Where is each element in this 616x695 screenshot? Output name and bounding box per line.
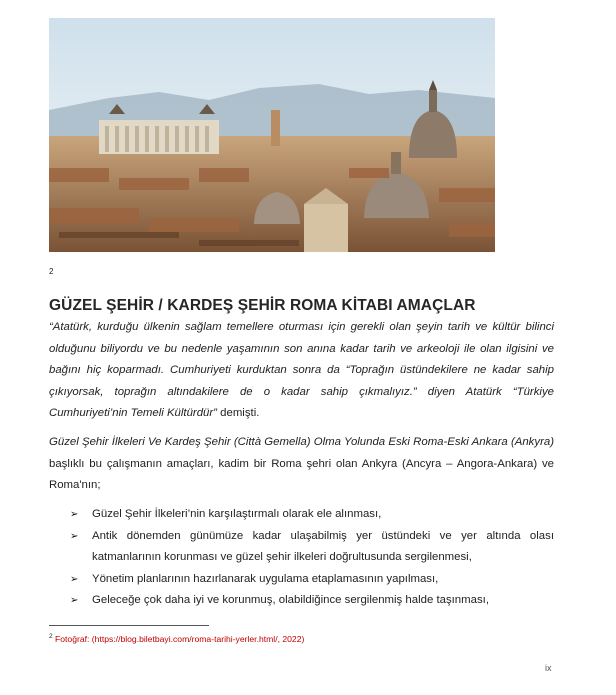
arrow-bullet-icon: ➢: [70, 509, 79, 520]
study-title-text: Güzel Şehir İlkeleri Ve Kardeş Şehir (Città Gemella) Olma Yolunda Eski Roma-Eski Ankara (Ankyra): [49, 436, 554, 448]
footnote-marker: 2: [49, 267, 54, 276]
paragraph-study-goals: [49, 432, 554, 497]
footnote-number: 2: [49, 633, 53, 640]
footnote-text[interactable]: Fotoğraf: (https://blog.biletbayi.com/roma-tarihi-yerler.html/, 2022): [55, 633, 305, 644]
list-item-text: Yönetim planlarının hazırlanarak uygulama etaplamasının yapılması,: [92, 572, 439, 585]
page-number: ix: [545, 663, 552, 673]
paragraph-intro-text: “Atatürk, kurduğu ülkenin sağlam temellere oturması için gerekli olan şeyin tarih ve kültür bilinci olduğunu biliyordu ve bu nedenle yaşamının son anına kadar tarih ve arkeoloji ile olan ilgisini ve bağını hiç koparmadı. Cumhuriyeti kurduktan sonra da: [49, 321, 554, 376]
list-item: [70, 504, 554, 526]
section-heading: GÜZEL ŞEHİR / KARDEŞ ŞEHİR ROMA KİTABI AMAÇLAR: [49, 297, 476, 314]
list-item-text: Antik dönemden günümüze kadar ulaşabilmiş yer üstündeki ve yer altında olası katmanlarının korunması ve güzel şehir ilkeleri doğrultusunda sergilenmesi,: [92, 529, 554, 563]
arrow-bullet-icon: ➢: [70, 573, 79, 585]
goals-list: [70, 504, 554, 612]
list-item-text: Güzel Şehir İlkeleri’nin karşılaştırmalı olarak ele alınması,: [92, 508, 382, 520]
photo-illustration: [49, 18, 495, 252]
list-item: [70, 590, 554, 612]
footnote-divider: [49, 625, 209, 626]
list-item: [70, 526, 554, 569]
list-item-text: Geleceğe çok daha iyi ve korunmuş, olabildiğince sergilenmiş halde taşınması,: [92, 594, 489, 606]
paragraph-ataturk-quote: [49, 317, 554, 425]
list-item: [70, 569, 554, 591]
paragraph-quote-text: “Toprağın üstündekilere ne kadar sahip çıkıyorsak, toprağın altındakilere de o kadar sahip çıkmalıyız.” diyen Atatürk “Türkiye Cumhuriyeti’nin Temeli Kültürdür”: [49, 364, 554, 419]
study-goals-text: başlıklı bu çalışmanın amaçları, kadim bir Roma şehri olan Ankyra (Ancyra – Angora-Ankara) ve Roma'nın;: [49, 457, 554, 491]
rome-skyline-photo: [49, 18, 495, 252]
arrow-bullet-icon: ➢: [70, 530, 79, 542]
arrow-bullet-icon: ➢: [70, 595, 79, 606]
paragraph-outro-text: demişti.: [216, 407, 260, 419]
footnote: [49, 633, 304, 644]
